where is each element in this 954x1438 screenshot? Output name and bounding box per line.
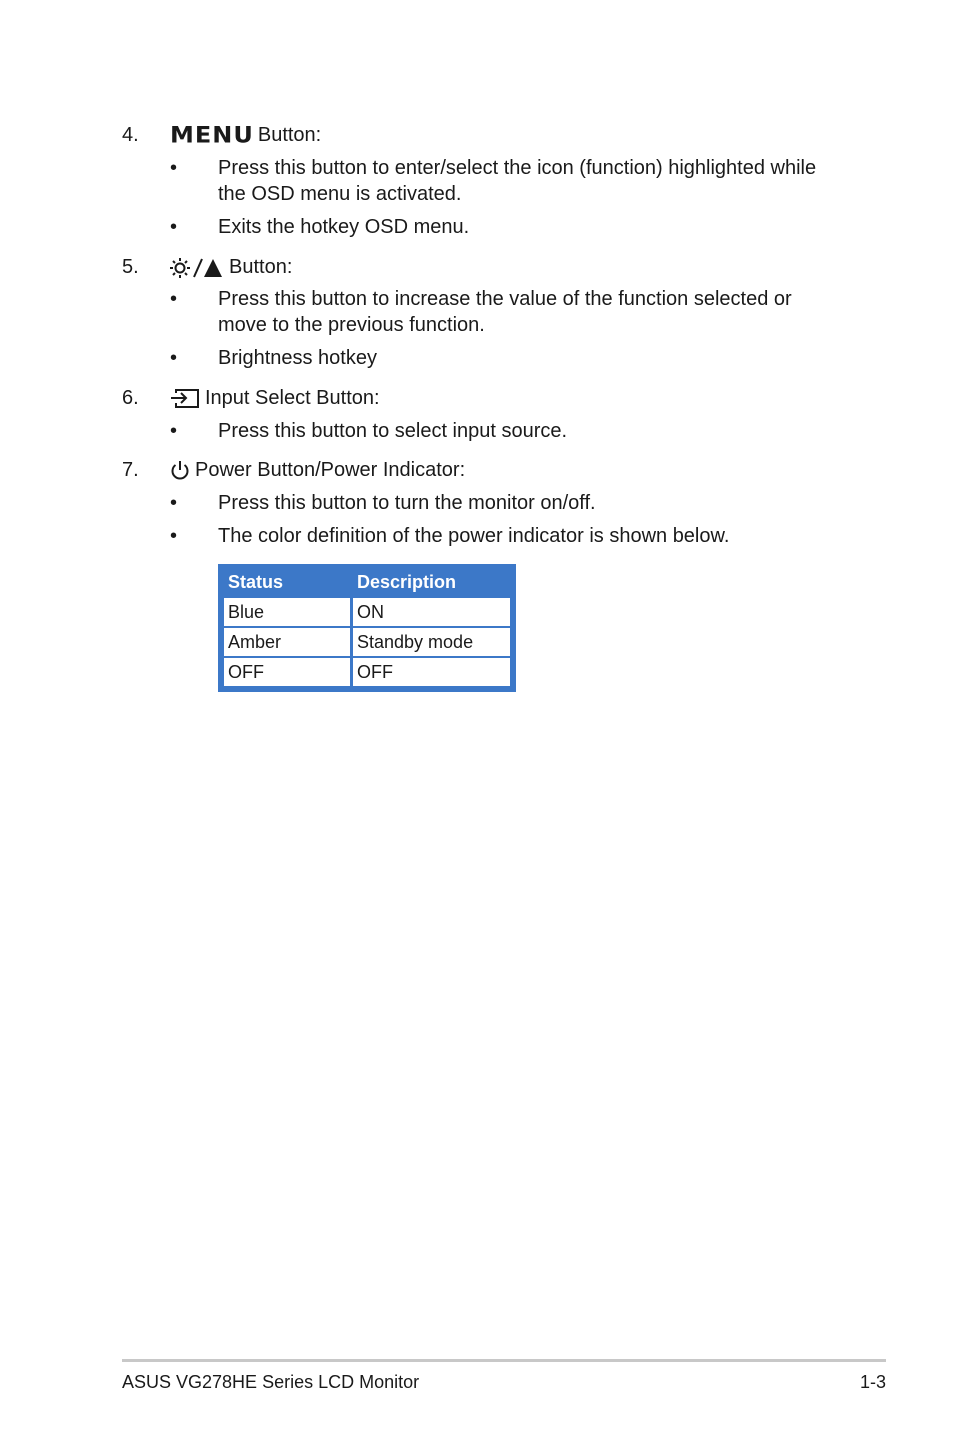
bullet-text: The color definition of the power indicator is shown below. [218,525,730,547]
bullet: • [170,347,178,369]
item-number: 7. [122,459,139,481]
column-header-status: Status [224,568,353,596]
item-number: 6. [122,387,139,409]
bullet: • [170,216,178,238]
table-row [224,596,510,626]
list-item [170,155,830,207]
table-cell: OFF [224,656,353,686]
item-number: 4. [122,124,139,146]
page-number: 1-3 [859,1372,886,1392]
bullet-text: Exits the hotkey OSD menu. [218,216,470,238]
table-cell: OFF [353,656,510,686]
bullet: • [170,525,178,547]
bullet: • [170,157,178,179]
table-cell: Blue [224,596,353,626]
bullet: • [170,288,178,310]
bullet: • [170,492,178,514]
power-icon [170,459,190,481]
list-item [170,286,830,338]
footer-divider [122,1359,886,1362]
table-cell: Standby mode [353,626,510,656]
bullet-text: Brightness hotkey [218,347,377,369]
item-title: Button: [257,124,322,146]
menu-word-icon: MENU [170,122,254,148]
input-select-icon [170,387,200,409]
brightness-up-icon [170,256,224,278]
table-header-row [224,568,510,596]
table-row [224,626,510,656]
item-title: Button: [229,256,293,278]
bullet: • [170,420,178,442]
bullet-text: Press this button to enter/select the icon (function) highlighted while the OSD menu is activated. [218,157,817,205]
footer-title: ASUS VG278HE Series LCD Monitor [122,1372,420,1392]
item-number: 5. [122,256,139,278]
item-title: Input Select Button: [205,387,380,409]
bullet-text: Press this button to select input source. [218,420,568,442]
table-row [224,656,510,686]
item-title: Power Button/Power Indicator: [195,459,466,481]
bullet-text: Press this button to turn the monitor on/off. [218,492,596,514]
column-header-description: Description [353,568,510,596]
power-indicator-table [218,564,516,692]
table-cell: Amber [224,626,353,656]
bullet-text: Press this button to increase the value of the function selected or move to the previous function. [218,288,792,336]
table-cell: ON [353,596,510,626]
